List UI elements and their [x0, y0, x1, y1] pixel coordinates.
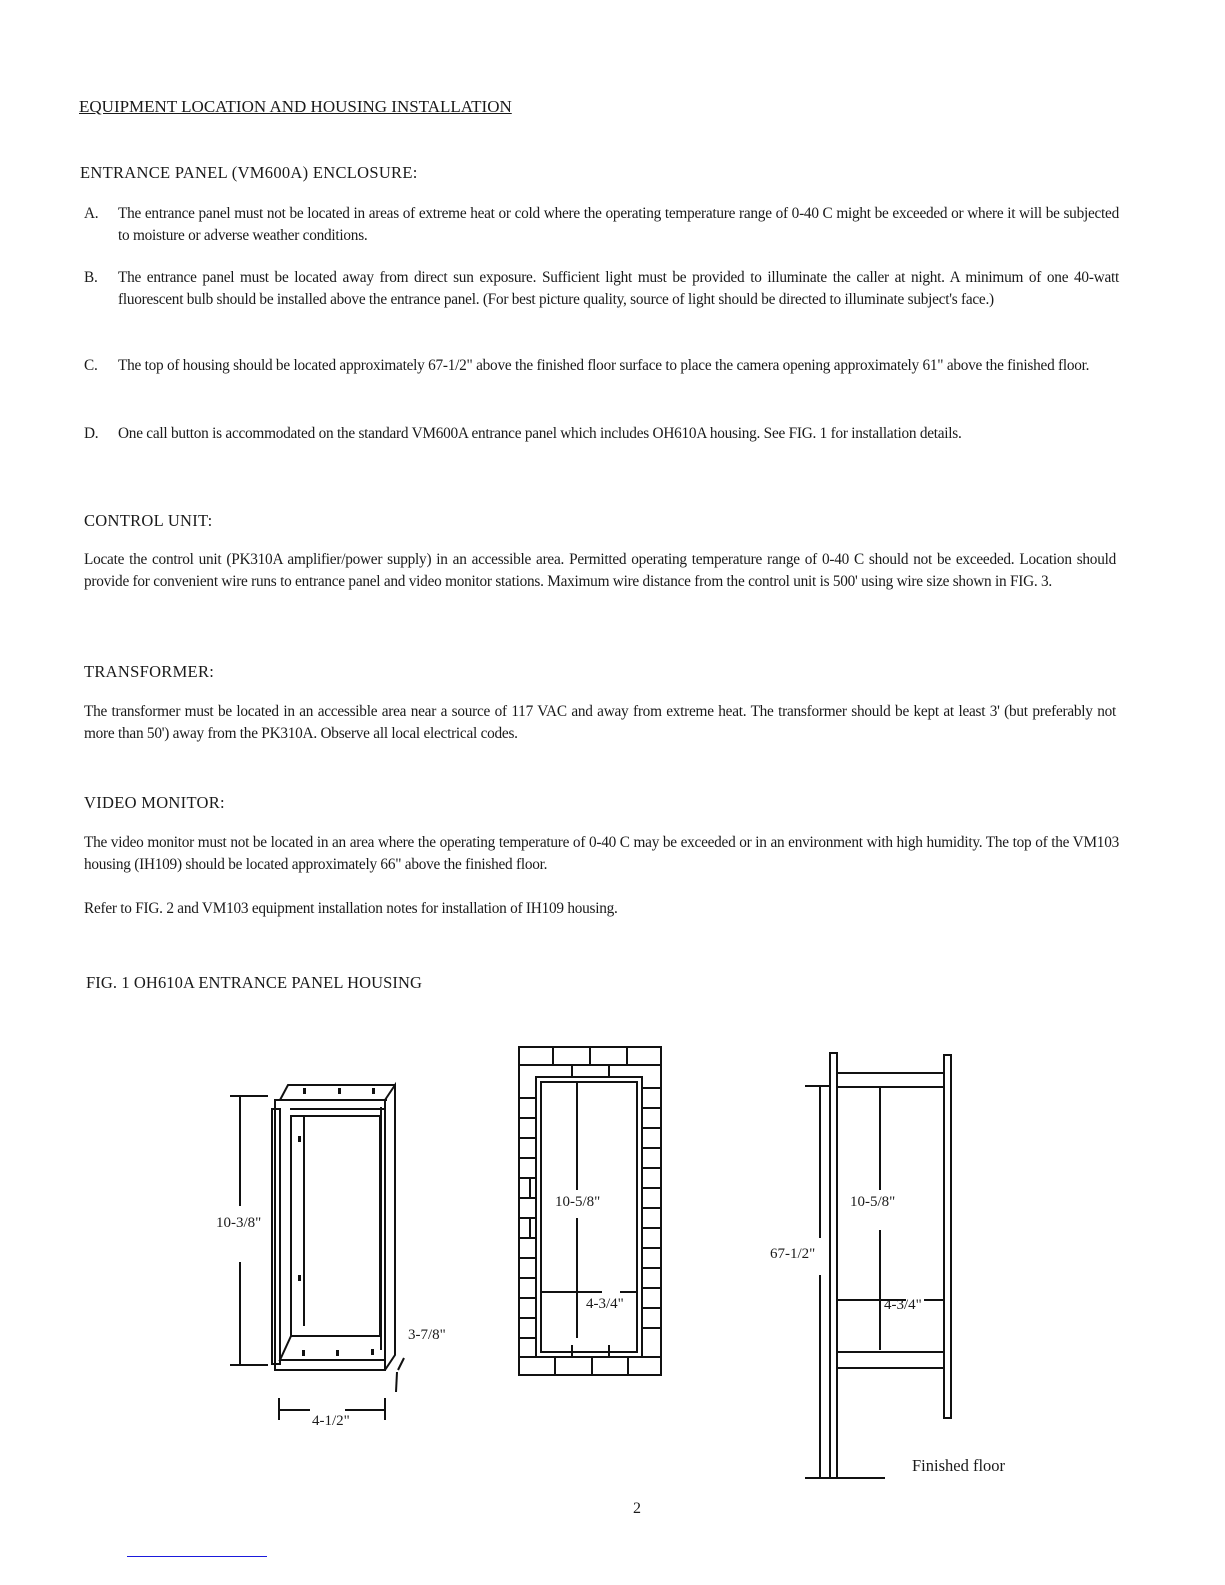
list-item-a — [79, 203, 1119, 247]
list-item-d — [79, 423, 1119, 445]
item-text: The entrance panel must not be located in areas of extreme heat or cold where the operating temperature range of 0-40 C might be exceeded or where it will be subjected to moisture or adverse weather conditions. — [118, 205, 1119, 244]
page-title: EQUIPMENT LOCATION AND HOUSING INSTALLATION — [79, 97, 512, 116]
control-unit-heading: CONTROL UNIT: — [84, 511, 213, 530]
finished-floor-label: Finished floor — [912, 1456, 1006, 1475]
housing-height-label: 10-3/8" — [216, 1215, 262, 1231]
transformer-text: The transformer must be located in an accessible area near a source of 117 VAC and away from extreme heat. The transformer should be kept at least 3' (but preferably not more than 50') away from the PK310A. Observe all local electrical codes. — [84, 703, 1116, 742]
list-item-b — [79, 267, 1119, 311]
video-monitor-text: The video monitor must not be located in an area where the operating temperature of 0-40 C may be exceeded or in an environment with high humidity. The top of the VM103 housing (IH109) should be located approximately 66" above the finished floor. — [84, 834, 1119, 873]
video-monitor-heading: VIDEO MONITOR: — [84, 793, 225, 812]
housing-width-label: 4-1/2" — [312, 1413, 350, 1429]
item-text: The entrance panel must be located away from direct sun exposure. Sufficient light must be provided to illuminate the caller at night. A minimum of one 40-watt fluorescent bulb should be installed above the entrance panel. (For best picture quality, source of light should be directed to illuminate subject's face.) — [118, 269, 1119, 308]
item-text: The top of housing should be located approximately 67-1/2" above the finished floor surface to place the camera opening approximately 61" above the finished floor. — [118, 357, 1090, 374]
wall-height-label: 10-5/8" — [555, 1194, 601, 1210]
item-label: D. — [84, 425, 99, 442]
item-text: One call button is accommodated on the standard VM600A entrance panel which includes OH610A housing. See FIG. 1 for installation details. — [118, 425, 962, 442]
figure-title: FIG. 1 OH610A ENTRANCE PANEL HOUSING — [86, 973, 423, 992]
control-unit-text: Locate the control unit (PK310A amplifier/power supply) in an accessible area. Permitted operating temperature range of 0-40 C should not be exceeded. Location should provide for convenient wire runs to entrance panel and video monitor stations. Maximum wire distance from the control unit is 500' using wire size shown in FIG. 3. — [84, 551, 1116, 590]
video-monitor-refer-text: Refer to FIG. 2 and VM103 equipment installation notes for installation of IH109 housing. — [84, 900, 618, 917]
entrance-panel-heading: ENTRANCE PANEL (VM600A) ENCLOSURE: — [80, 163, 418, 182]
transformer-heading: TRANSFORMER: — [84, 662, 215, 681]
item-label: B. — [84, 269, 98, 286]
side-width-label: 4-3/4" — [884, 1297, 922, 1313]
item-label: A. — [84, 205, 99, 222]
page-number: 2 — [633, 1500, 641, 1517]
side-height-label: 10-5/8" — [850, 1194, 896, 1210]
list-item-c — [79, 355, 1119, 377]
link-underline — [127, 1556, 267, 1557]
side-mount-height-label: 67-1/2" — [770, 1246, 816, 1262]
housing-depth-label: 3-7/8" — [408, 1327, 446, 1343]
wall-width-label: 4-3/4" — [586, 1296, 624, 1312]
item-label: C. — [84, 357, 98, 374]
